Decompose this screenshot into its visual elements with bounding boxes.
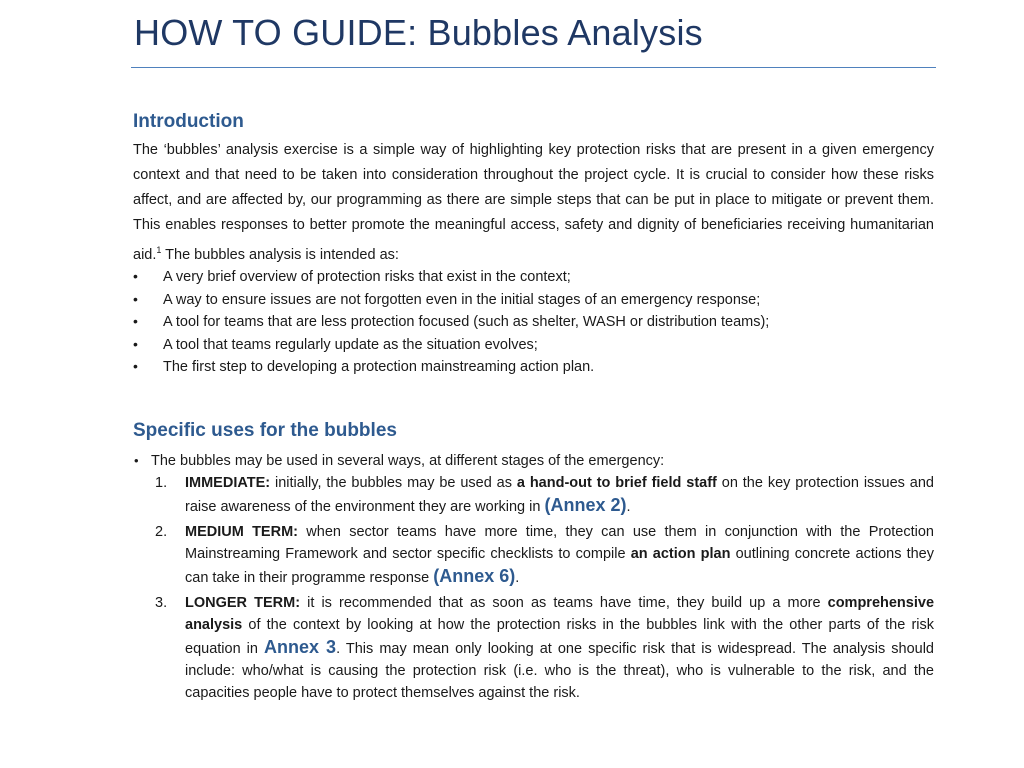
item-text-part: outlining concrete actions they can take in their programme response — [185, 546, 934, 586]
item-number: 3. — [155, 595, 168, 611]
item-text-part: . — [626, 499, 631, 515]
item-text-part: when sector teams have more time, they can use them in conjunction with the Protection Mainstreaming Framework and sector specific checklists to compile — [185, 524, 934, 562]
bullet-icon: • — [133, 358, 138, 375]
list-item — [133, 310, 769, 333]
title-divider — [131, 67, 936, 68]
bullet-icon: • — [133, 313, 138, 330]
bullet-text: A way to ensure issues are not forgotten even in the initial stages of an emergency response; — [163, 291, 761, 308]
item-text-part: . — [515, 570, 520, 586]
introduction-heading: Introduction — [133, 111, 244, 132]
item-text — [185, 472, 934, 518]
page-title: HOW TO GUIDE: Bubbles Analysis — [134, 12, 703, 53]
bullet-icon: • — [134, 453, 139, 468]
bullet-text: A tool for teams that are less protection focused (such as shelter, WASH or distribution teams); — [163, 314, 770, 331]
item-emphasis: comprehensive analysis — [185, 595, 935, 633]
item-emphasis: a hand-out to brief field staff — [516, 475, 717, 491]
bullet-icon: • — [133, 268, 138, 284]
item-number: 2. — [155, 524, 168, 540]
specific-uses-heading: Specific uses for the bubbles — [133, 420, 397, 441]
list-item — [133, 333, 769, 356]
item-text-part: on the key protection issues and raise awareness of the environment they are working in — [185, 475, 934, 515]
item-number: 1. — [155, 475, 168, 491]
bullet-text: The first step to developing a protection mainstreaming action plan. — [163, 359, 595, 376]
specific-uses-intro — [134, 450, 664, 472]
item-text-part: initially, the bubbles may be used as — [270, 475, 517, 491]
specific-uses-intro-text: The bubbles may be used in several ways, at different stages of the emergency: — [151, 453, 665, 469]
item-text-part: . This may mean only looking at one specific risk that is widespread. The analysis should include: who/what is causing the protection risk (i.e. who is the threat), who is vulnerable to the risk, and the capacities people have to protect themselves against the risk. — [185, 641, 934, 701]
annex-link[interactable]: Annex 3 — [264, 637, 337, 657]
introduction-text: The ‘bubbles’ analysis exercise is a simple way of highlighting key protection risks that are present in a given emergency context and that need to be taken into consideration throughout the project cycle. It is crucial to consider how these risks affect, and are affected by, our programming as there are simple steps that can be put in place to mitigate or prevent them. This enables responses to better promote the meaningful access, safety and dignity of beneficiaries receiving humanitarian aid. — [133, 142, 934, 264]
item-text — [185, 592, 934, 704]
item-label: MEDIUM TERM: — [185, 524, 298, 540]
introduction-text-end: The bubbles analysis is intended as: — [161, 247, 399, 264]
bullet-icon: • — [133, 290, 138, 307]
bullet-text: A very brief overview of protection risks that exist in the context; — [163, 269, 571, 285]
annex-link[interactable]: (Annex 2) — [544, 495, 627, 515]
footnote-marker[interactable]: 1 — [156, 245, 162, 256]
item-label: LONGER TERM: — [185, 595, 301, 611]
list-item — [133, 355, 769, 378]
introduction-paragraph — [133, 138, 934, 268]
item-text-part: of the context by looking at how the protection risks in the bubbles link with the other parts of the risk equation in — [185, 617, 934, 657]
list-item — [133, 288, 769, 311]
item-text — [185, 521, 934, 589]
list-item — [133, 265, 769, 288]
item-text-part: it is recommended that as soon as teams have time, they build up a more — [300, 595, 828, 611]
introduction-bullet-list — [133, 265, 769, 378]
item-label: IMMEDIATE: — [185, 475, 271, 491]
item-emphasis: an action plan — [630, 546, 731, 562]
bullet-text: A tool that teams regularly update as the situation evolves; — [163, 336, 538, 353]
annex-link[interactable]: (Annex 6) — [433, 566, 516, 586]
bullet-icon: • — [133, 335, 138, 352]
